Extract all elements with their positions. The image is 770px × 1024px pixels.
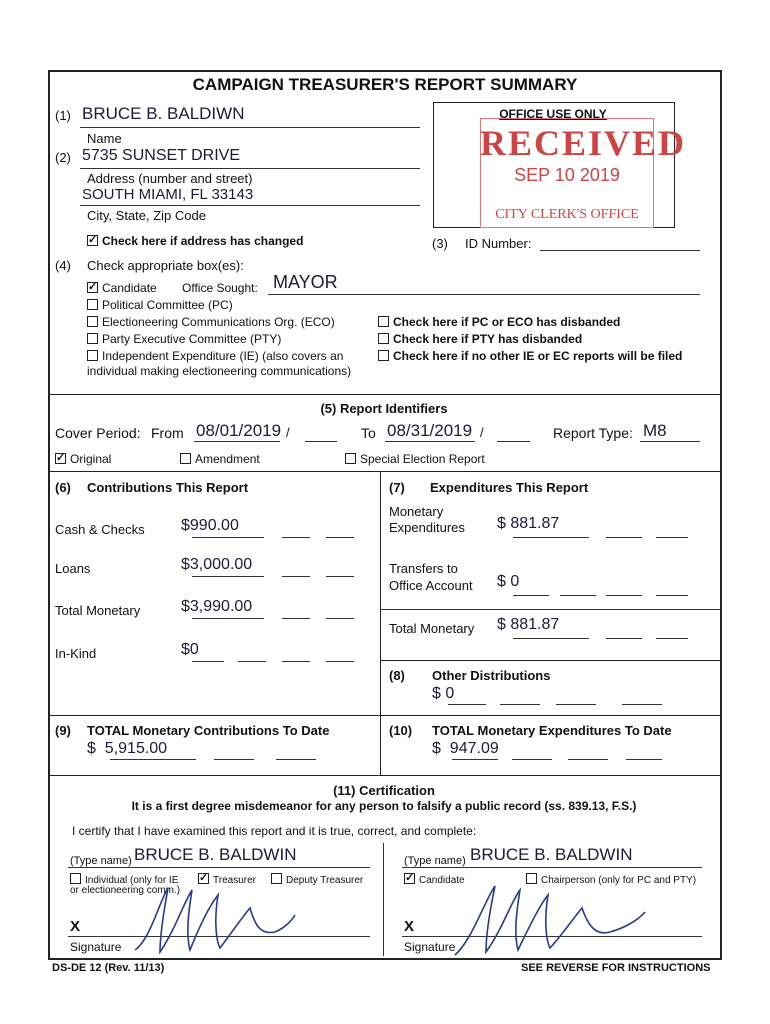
transfers-line-2 bbox=[560, 595, 596, 596]
s9-amount: 5,915.00 bbox=[104, 740, 168, 757]
to-label: To bbox=[361, 425, 376, 441]
chairperson-label: Chairperson (only for PC and PTY) bbox=[541, 875, 697, 886]
street-label: Address (number and street) bbox=[87, 171, 253, 186]
stamp-office: CITY CLERK'S OFFICE bbox=[495, 207, 639, 222]
transfers-line-4 bbox=[656, 595, 688, 596]
total-line-3 bbox=[326, 618, 354, 619]
amendment-check[interactable] bbox=[180, 452, 260, 466]
expenditures-header: Expenditures This Report bbox=[430, 480, 589, 495]
office-use-header: OFFICE USE ONLY bbox=[499, 107, 607, 121]
from-slash: / bbox=[286, 425, 290, 440]
original-check[interactable] bbox=[55, 452, 111, 466]
total-contrib-dollar: $ bbox=[181, 598, 190, 615]
other-distributions-value bbox=[432, 685, 454, 703]
other-dist-line-3 bbox=[556, 704, 596, 705]
street-address: 5735 SUNSET DRIVE bbox=[82, 147, 240, 164]
original-checkbox[interactable] bbox=[55, 453, 66, 464]
candidate-check[interactable] bbox=[87, 281, 157, 295]
transfers-value bbox=[497, 573, 519, 591]
loans-amount: 3,000.00 bbox=[189, 556, 253, 573]
divider-s5 bbox=[48, 394, 720, 395]
total-contrib-to-date-header: TOTAL Monetary Contributions To Date bbox=[87, 723, 330, 738]
address-changed-checkbox[interactable] bbox=[87, 235, 98, 246]
original-label: Original bbox=[70, 452, 112, 466]
cash-checks-label: Cash & Checks bbox=[55, 522, 145, 537]
section-4-num: (4) bbox=[55, 258, 71, 273]
office-sought-value: MAYOR bbox=[273, 272, 338, 292]
divider-s11 bbox=[48, 775, 720, 776]
section-10-num: (10) bbox=[389, 723, 413, 738]
ie-label: Independent Expenditure (IE) (also covers an bbox=[102, 349, 344, 363]
s9-line-3 bbox=[276, 759, 316, 760]
candidate-label: Candidate bbox=[102, 281, 157, 295]
cash-checks-value bbox=[181, 517, 239, 535]
in-kind-amount: 0 bbox=[189, 641, 199, 658]
check-boxes-label: Check appropriate box(es): bbox=[87, 258, 244, 273]
monetary-line-3 bbox=[656, 537, 688, 538]
cash-line-3 bbox=[326, 537, 354, 538]
form-number: DS-DE 12 (Rev. 11/13) bbox=[52, 962, 165, 974]
other-dist-line-4 bbox=[622, 704, 662, 705]
to-line bbox=[385, 441, 475, 442]
total-exp-to-date-value bbox=[432, 740, 499, 758]
ie-label-2: individual making electioneering communications) bbox=[87, 364, 352, 378]
eco-checkbox[interactable] bbox=[87, 316, 98, 327]
s10-line-4 bbox=[626, 759, 662, 760]
from-label: From bbox=[151, 425, 184, 441]
certification-header: (11) Certification bbox=[333, 783, 435, 798]
in-kind-line bbox=[192, 661, 224, 662]
section-6-num: (6) bbox=[55, 480, 71, 495]
in-kind-line-4 bbox=[326, 661, 354, 662]
signature-drawing-right bbox=[450, 880, 650, 960]
special-election-check[interactable] bbox=[345, 452, 485, 466]
in-kind-line-2 bbox=[238, 661, 266, 662]
pty-label: Party Executive Committee (PTY) bbox=[102, 332, 282, 346]
instructions-note: SEE REVERSE FOR INSTRUCTIONS bbox=[521, 962, 711, 974]
to-year-line bbox=[497, 441, 530, 442]
section-3-num: (3) bbox=[432, 236, 448, 251]
total-exp-line-2 bbox=[606, 638, 642, 639]
report-type-line bbox=[640, 441, 700, 442]
candidate-name: BRUCE B. BALDIWN bbox=[82, 104, 245, 123]
loans-label: Loans bbox=[55, 561, 91, 576]
pty-checkbox[interactable] bbox=[87, 333, 98, 344]
disband-pty-checkbox[interactable] bbox=[378, 333, 389, 344]
in-kind-line-3 bbox=[282, 661, 310, 662]
total-exp-value bbox=[497, 616, 559, 634]
name-label: Name bbox=[87, 131, 122, 146]
monetary-line bbox=[513, 537, 589, 538]
contributions-header: Contributions This Report bbox=[87, 480, 249, 495]
total-exp-dollar: $ bbox=[497, 616, 506, 633]
in-kind-value bbox=[181, 641, 199, 659]
loans-dollar: $ bbox=[181, 556, 190, 573]
divider-s6 bbox=[48, 471, 720, 472]
report-type-value: M8 bbox=[643, 421, 667, 440]
certify-statement: I certify that I have examined this report and it is true, correct, and complete: bbox=[72, 824, 477, 838]
transfers-dollar: $ bbox=[497, 573, 506, 590]
cash-dollar: $ bbox=[181, 517, 190, 534]
s10-line-3 bbox=[568, 759, 608, 760]
in-kind-dollar: $ bbox=[181, 641, 190, 658]
s9-line-2 bbox=[214, 759, 254, 760]
address-changed-label: Check here if address has changed bbox=[102, 234, 304, 248]
divider-s9 bbox=[48, 715, 720, 716]
section-2-num: (2) bbox=[55, 150, 71, 165]
total-contrib-amount: 3,990.00 bbox=[189, 598, 253, 615]
disband-pty-label: Check here if PTY has disbanded bbox=[393, 332, 583, 346]
stamp-date: SEP 10 2019 bbox=[514, 165, 620, 185]
other-distributions-header: Other Distributions bbox=[432, 668, 551, 683]
pc-checkbox[interactable] bbox=[87, 299, 98, 310]
report-identifiers-header: (5) Report Identifiers bbox=[320, 401, 448, 416]
eco-check[interactable] bbox=[87, 315, 335, 329]
loans-line bbox=[192, 576, 264, 577]
certification-warning: It is a first degree misdemeanor for any person to falsify a public record (ss. 839.13, F.S.) bbox=[131, 799, 637, 813]
office-sought-line bbox=[268, 294, 700, 295]
divider-s7-total bbox=[380, 609, 720, 610]
from-year-line bbox=[305, 441, 337, 442]
candidate-sig-checkbox[interactable] bbox=[404, 873, 415, 884]
deputy-treasurer-label: Deputy Treasurer bbox=[286, 875, 364, 886]
id-number-line bbox=[540, 250, 700, 251]
name-line bbox=[80, 127, 420, 128]
signature-label-right: Signature bbox=[404, 940, 456, 954]
treasurer-label: Treasurer bbox=[213, 875, 256, 886]
ie-check[interactable] bbox=[87, 349, 343, 363]
signature-x-left: X bbox=[70, 918, 81, 935]
individual-checkbox[interactable] bbox=[70, 873, 81, 884]
type-name-label-right: (Type name) bbox=[404, 855, 466, 867]
special-election-checkbox[interactable] bbox=[345, 453, 356, 464]
report-type-label: Report Type: bbox=[553, 425, 633, 441]
transfers-amount: 0 bbox=[510, 573, 520, 590]
to-date: 08/31/2019 bbox=[387, 421, 473, 440]
pc-label: Political Committee (PC) bbox=[102, 298, 233, 312]
type-name-label-left: (Type name) bbox=[70, 855, 132, 867]
in-kind-label: In-Kind bbox=[55, 646, 97, 661]
address-changed-check[interactable] bbox=[87, 234, 303, 248]
monetary-label-2: Expenditures bbox=[389, 520, 465, 535]
disband-pc-checkbox[interactable] bbox=[378, 316, 389, 327]
individual-label-2: or electioneering comm.) bbox=[70, 885, 181, 896]
total-contrib-to-date-value bbox=[87, 740, 167, 758]
s10-line-2 bbox=[512, 759, 552, 760]
s10-line bbox=[452, 759, 498, 760]
disband-pc-check[interactable] bbox=[378, 315, 620, 329]
eco-label: Electioneering Communications Org. (ECO) bbox=[102, 315, 335, 329]
total-exp-line-3 bbox=[656, 638, 688, 639]
loans-value bbox=[181, 556, 252, 574]
total-contrib-value bbox=[181, 598, 252, 616]
other-dist-dollar: $ bbox=[432, 685, 441, 702]
amendment-label: Amendment bbox=[195, 452, 260, 466]
street-line bbox=[80, 168, 420, 169]
pc-check[interactable] bbox=[87, 298, 233, 312]
other-dist-amount: 0 bbox=[445, 685, 455, 702]
special-election-label: Special Election Report bbox=[360, 452, 485, 466]
transfers-label-2: Office Account bbox=[389, 578, 473, 593]
transfers-label-1: Transfers to bbox=[389, 561, 458, 576]
ie-checkbox[interactable] bbox=[87, 350, 98, 361]
amendment-checkbox[interactable] bbox=[180, 453, 191, 464]
s9-line bbox=[110, 759, 196, 760]
pty-check[interactable] bbox=[87, 332, 281, 346]
total-contrib-label: Total Monetary bbox=[55, 603, 141, 618]
disband-pc-label: Check here if PC or ECO has disbanded bbox=[393, 315, 621, 329]
office-sought-label: Office Sought: bbox=[182, 281, 258, 295]
monetary-amount: 881.87 bbox=[510, 515, 560, 532]
transfers-line-3 bbox=[606, 595, 642, 596]
other-dist-line-2 bbox=[500, 704, 540, 705]
cash-line bbox=[192, 537, 264, 538]
total-exp-label: Total Monetary bbox=[389, 621, 475, 636]
candidate-checkbox[interactable] bbox=[87, 282, 98, 293]
id-number-label: ID Number: bbox=[465, 236, 532, 251]
individual-label: Individual (only for IE bbox=[85, 875, 179, 886]
city-state-zip: SOUTH MIAMI, FL 33143 bbox=[82, 186, 254, 203]
loans-line-2 bbox=[282, 576, 310, 577]
monetary-label-1: Monetary bbox=[389, 504, 444, 519]
to-slash: / bbox=[480, 425, 484, 440]
transfers-line bbox=[513, 595, 549, 596]
other-dist-line bbox=[448, 704, 486, 705]
no-other-reports-label: Check here if no other IE or EC reports will be filed bbox=[393, 349, 683, 363]
total-exp-amount: 881.87 bbox=[510, 616, 560, 633]
section-8-num: (8) bbox=[389, 668, 405, 683]
signature-drawing-left bbox=[130, 880, 300, 960]
from-date: 08/01/2019 bbox=[196, 421, 282, 440]
cover-period-label: Cover Period: bbox=[55, 425, 141, 441]
signature-label-left: Signature bbox=[70, 940, 122, 954]
divider-s8 bbox=[380, 660, 720, 661]
total-line-2 bbox=[282, 618, 310, 619]
monetary-exp-value bbox=[497, 515, 559, 533]
divider-s6-s7 bbox=[380, 471, 381, 715]
total-exp-to-date-header: TOTAL Monetary Expenditures To Date bbox=[432, 723, 672, 738]
city-label: City, State, Zip Code bbox=[87, 208, 206, 223]
monetary-dollar: $ bbox=[497, 515, 506, 532]
loans-line-3 bbox=[326, 576, 354, 577]
no-other-reports-checkbox[interactable] bbox=[378, 350, 389, 361]
cash-line-2 bbox=[282, 537, 310, 538]
section-7-num: (7) bbox=[389, 480, 405, 495]
section-9-num: (9) bbox=[55, 723, 71, 738]
cash-amount: 990.00 bbox=[189, 517, 239, 534]
section-1-num: (1) bbox=[55, 108, 71, 123]
disband-pty-check[interactable] bbox=[378, 332, 582, 346]
type-name-right: BRUCE B. BALDWIN bbox=[470, 845, 633, 864]
type-name-line-right bbox=[402, 867, 702, 868]
total-contrib-line bbox=[192, 618, 264, 619]
s9-dollar: $ bbox=[87, 740, 96, 757]
stamp-received: RECEIVED bbox=[480, 123, 687, 163]
signature-x-right: X bbox=[404, 918, 415, 935]
total-exp-line bbox=[513, 638, 589, 639]
s10-amount: 947.09 bbox=[449, 740, 499, 757]
monetary-line-2 bbox=[606, 537, 642, 538]
s10-dollar: $ bbox=[432, 740, 441, 757]
divider-s9-s10 bbox=[380, 715, 381, 775]
city-line bbox=[80, 205, 420, 206]
no-other-reports-check[interactable] bbox=[378, 349, 682, 363]
form-title: CAMPAIGN TREASURER'S REPORT SUMMARY bbox=[192, 75, 578, 94]
candidate-sig-label: Candidate bbox=[419, 875, 465, 886]
type-name-line-left bbox=[68, 867, 370, 868]
divider-signatures bbox=[383, 843, 384, 956]
type-name-left: BRUCE B. BALDWIN bbox=[134, 845, 297, 864]
from-line bbox=[194, 441, 280, 442]
